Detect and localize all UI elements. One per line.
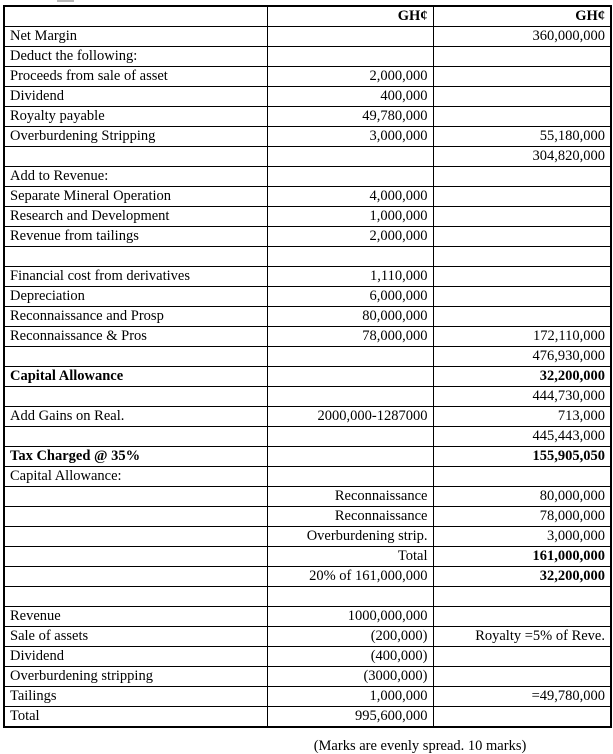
cell-label: Overburdening stripping — [4, 667, 267, 687]
cell-mid-value: 78,000,000 — [267, 327, 433, 347]
table-row — [4, 147, 611, 167]
cell-right-value — [433, 307, 611, 327]
cell-mid-value: (400,000) — [267, 647, 433, 667]
cell-right-value — [433, 267, 611, 287]
cell-right-value: 304,820,000 — [433, 147, 611, 167]
cell-label: Financial cost from derivatives — [4, 267, 267, 287]
cell-label — [4, 147, 267, 167]
cell-mid-value: 2,000,000 — [267, 227, 433, 247]
table-row — [4, 387, 611, 407]
table-body — [4, 27, 611, 728]
cell-label: Total — [4, 707, 267, 728]
cell-right-value — [433, 107, 611, 127]
cell-label: Proceeds from sale of asset — [4, 67, 267, 87]
cell-label: Reconnaissance and Prosp — [4, 307, 267, 327]
cell-mid-value: 3,000,000 — [267, 127, 433, 147]
cell-right-value — [433, 67, 611, 87]
header-label-cell — [4, 6, 267, 27]
table-row — [4, 27, 611, 47]
cell-right-value: 3,000,000 — [433, 527, 611, 547]
cell-label: Dividend — [4, 87, 267, 107]
cell-right-value — [433, 227, 611, 247]
cell-mid-value: 80,000,000 — [267, 307, 433, 327]
cell-mid-value: 1,110,000 — [267, 267, 433, 287]
table-row — [4, 127, 611, 147]
table-row — [4, 427, 611, 447]
cell-mid-value: 2000,000-1287000 — [267, 407, 433, 427]
cell-right-value: Royalty =5% of Reve. — [433, 627, 611, 647]
table-row — [4, 467, 611, 487]
cell-right-value: 78,000,000 — [433, 507, 611, 527]
cell-label — [4, 347, 267, 367]
cell-label — [4, 247, 267, 267]
cell-right-value: 32,200,000 — [433, 367, 611, 387]
cell-label — [4, 507, 267, 527]
table-row — [4, 707, 611, 728]
cell-right-value — [433, 247, 611, 267]
table-row — [4, 207, 611, 227]
cell-right-value — [433, 607, 611, 627]
table-row — [4, 287, 611, 307]
cell-label — [4, 547, 267, 567]
cell-right-value — [433, 207, 611, 227]
cell-mid-value: 400,000 — [267, 87, 433, 107]
cell-mid-value: 1,000,000 — [267, 207, 433, 227]
cell-right-value: 55,180,000 — [433, 127, 611, 147]
cell-mid-value: 1,000,000 — [267, 687, 433, 707]
cell-label: Overburdening Stripping — [4, 127, 267, 147]
table-row — [4, 567, 611, 587]
table-row — [4, 667, 611, 687]
table-row — [4, 327, 611, 347]
clipped-footer-text — [255, 738, 585, 754]
cell-right-value — [433, 47, 611, 67]
cell-mid-value: 2,000,000 — [267, 67, 433, 87]
table-row — [4, 687, 611, 707]
cell-right-value — [433, 587, 611, 607]
cell-label: Capital Allowance: — [4, 467, 267, 487]
cell-label: Tailings — [4, 687, 267, 707]
cell-mid-value: 995,600,000 — [267, 707, 433, 728]
cell-mid-value: 1000,000,000 — [267, 607, 433, 627]
cell-right-value: 713,000 — [433, 407, 611, 427]
cell-right-value: 161,000,000 — [433, 547, 611, 567]
cell-label: Royalty payable — [4, 107, 267, 127]
table-row — [4, 627, 611, 647]
table-row — [4, 87, 611, 107]
cell-label: Revenue from tailings — [4, 227, 267, 247]
cell-label: Dividend — [4, 647, 267, 667]
cell-mid-value: 6,000,000 — [267, 287, 433, 307]
table-row — [4, 367, 611, 387]
cell-label: Add to Revenue: — [4, 167, 267, 187]
cell-right-value: 360,000,000 — [433, 27, 611, 47]
cell-mid-value — [267, 47, 433, 67]
cell-label: Capital Allowance — [4, 367, 267, 387]
table-row — [4, 227, 611, 247]
cell-mid-value — [267, 447, 433, 467]
cell-right-value: 445,443,000 — [433, 427, 611, 447]
cell-label — [4, 487, 267, 507]
cell-label: Deduct the following: — [4, 47, 267, 67]
table-row — [4, 167, 611, 187]
table-row — [4, 647, 611, 667]
cell-right-value — [433, 467, 611, 487]
cell-mid-value — [267, 27, 433, 47]
cell-right-value: 476,930,000 — [433, 347, 611, 367]
cell-mid-value — [267, 367, 433, 387]
table-row — [4, 447, 611, 467]
cell-mid-value: (3000,000) — [267, 667, 433, 687]
cell-label — [4, 427, 267, 447]
cell-label — [4, 587, 267, 607]
cell-mid-value: Reconnaissance — [267, 507, 433, 527]
clipped-text-remnant-top — [57, 0, 74, 2]
cell-mid-value: (200,000) — [267, 627, 433, 647]
cell-right-value — [433, 87, 611, 107]
cell-right-value — [433, 287, 611, 307]
cell-mid-value — [267, 427, 433, 447]
cell-mid-value — [267, 587, 433, 607]
header-row — [4, 6, 611, 27]
cell-right-value: 172,110,000 — [433, 327, 611, 347]
cell-right-value — [433, 707, 611, 728]
cell-label: Reconnaissance & Pros — [4, 327, 267, 347]
table-row — [4, 107, 611, 127]
cell-label: Net Margin — [4, 27, 267, 47]
header-currency-mid: GH¢ — [267, 6, 433, 27]
cell-label: Separate Mineral Operation — [4, 187, 267, 207]
table-row — [4, 587, 611, 607]
cell-mid-value: Reconnaissance — [267, 487, 433, 507]
table-row — [4, 67, 611, 87]
table-row — [4, 247, 611, 267]
cell-right-value — [433, 187, 611, 207]
cell-label — [4, 527, 267, 547]
cell-mid-value — [267, 387, 433, 407]
table-row — [4, 307, 611, 327]
cell-mid-value: 4,000,000 — [267, 187, 433, 207]
table-row — [4, 547, 611, 567]
cell-label: Sale of assets — [4, 627, 267, 647]
cell-label: Tax Charged @ 35% — [4, 447, 267, 467]
cell-label: Depreciation — [4, 287, 267, 307]
cell-right-value — [433, 667, 611, 687]
cell-right-value: =49,780,000 — [433, 687, 611, 707]
tax-computation-table — [3, 5, 612, 728]
cell-right-value — [433, 167, 611, 187]
cell-label: Add Gains on Real. — [4, 407, 267, 427]
cell-mid-value — [267, 147, 433, 167]
table-row — [4, 267, 611, 287]
table-row — [4, 487, 611, 507]
cell-right-value: 80,000,000 — [433, 487, 611, 507]
table-row — [4, 47, 611, 67]
cell-mid-value — [267, 167, 433, 187]
cell-label: Revenue — [4, 607, 267, 627]
cell-right-value: 155,905,050 — [433, 447, 611, 467]
cell-mid-value: Total — [267, 547, 433, 567]
table-row — [4, 507, 611, 527]
table-row — [4, 187, 611, 207]
cell-label — [4, 387, 267, 407]
footer-partial-text: (Marks are evenly spread. 10 marks) — [313, 738, 527, 754]
cell-mid-value: 49,780,000 — [267, 107, 433, 127]
cell-mid-value — [267, 467, 433, 487]
cell-right-value: 444,730,000 — [433, 387, 611, 407]
cell-mid-value: 20% of 161,000,000 — [267, 567, 433, 587]
cell-label — [4, 567, 267, 587]
table-row — [4, 527, 611, 547]
header-currency-right: GH¢ — [433, 6, 611, 27]
cell-mid-value: Overburdening strip. — [267, 527, 433, 547]
cell-mid-value — [267, 347, 433, 367]
table-row — [4, 347, 611, 367]
cell-right-value — [433, 647, 611, 667]
table-row — [4, 607, 611, 627]
cell-right-value: 32,200,000 — [433, 567, 611, 587]
table-row — [4, 407, 611, 427]
cell-mid-value — [267, 247, 433, 267]
cell-label: Research and Development — [4, 207, 267, 227]
